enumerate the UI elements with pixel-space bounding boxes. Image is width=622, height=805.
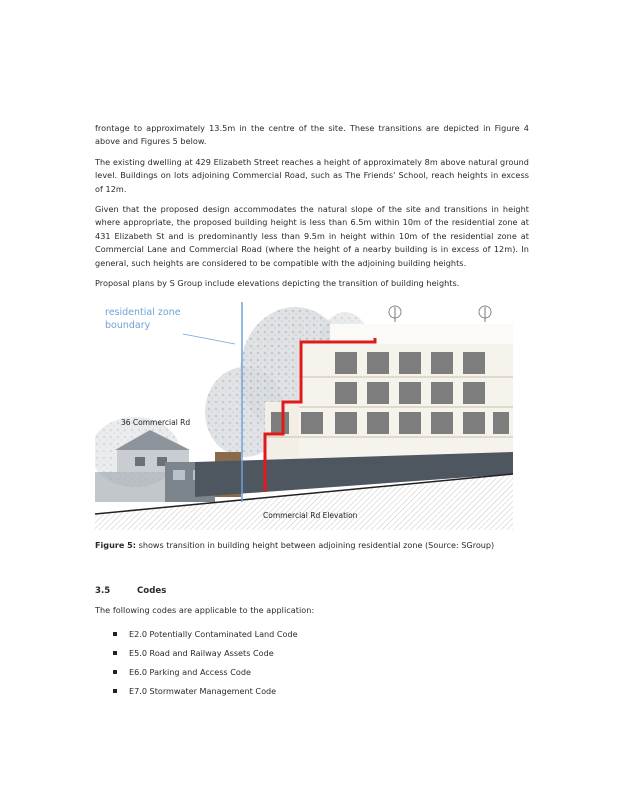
list-item-text: E7.0 Stormwater Management Code [129, 686, 277, 697]
paragraph: Proposal plans by S Group include elevations depicting the transition of building heights. [95, 278, 460, 289]
section-heading [95, 586, 529, 596]
zone-label-line2: boundary [105, 320, 151, 332]
paragraph: The existing dwelling at 429 Elizabeth Street reaches a height of approximately 8m above natural ground level. Buildings on lots adjoining Commercial Road, such as The Friends' School, reach heights in excess of 12m. [95, 156, 529, 194]
bullet-icon [113, 670, 117, 674]
paragraph: frontage to approximately 13.5m in the centre of the site. These transitions are depicted in Figure 4 above and Figures 5 below. [95, 123, 529, 147]
elevation-label: Commercial Rd Elevation [263, 511, 358, 521]
boundary-leader [183, 334, 235, 344]
list-item [113, 625, 529, 644]
document-page [95, 122, 529, 702]
list-item [113, 644, 529, 663]
caption-label: Figure 5: [95, 540, 137, 551]
list-item-text: E6.0 Parking and Access Code [129, 667, 251, 678]
list-item [113, 663, 529, 682]
list-item [113, 682, 529, 701]
neighbour-label: 36 Commercial Rd [121, 418, 191, 428]
caption-text: shows transition in building height between adjoining residential zone (Source: SGroup) [136, 540, 495, 551]
figure-caption [95, 540, 529, 550]
bullet-icon [113, 689, 117, 693]
list-item-text: E2.0 Potentially Contaminated Land Code [129, 628, 298, 639]
section-intro: The following codes are applicable to the application: [95, 605, 315, 616]
codes-list [113, 625, 529, 702]
list-item-text: E5.0 Road and Railway Assets Code [129, 648, 274, 659]
bullet-icon [113, 651, 117, 655]
section-number: 3.5 [95, 586, 111, 597]
paragraph: Given that the proposed design accommodates the natural slope of the site and transitions in height where appropriate, the proposed building height is less than 6.5m within 10m of the residential zone at 431 Elizabeth St and is predominantly less than 9.5m in height within 10m of the residential zone at Commercial Lane and Commercial Road (where the height of a nearby building is in excess of 12m). In general, such heights are considered to be compatible with the adjoining building heights. [95, 204, 529, 268]
figure-elevation [95, 302, 513, 530]
zone-label-line1: residential zone [105, 307, 181, 319]
elevation-drawing [95, 302, 513, 530]
section-title: Codes [137, 586, 167, 597]
bullet-icon [113, 632, 117, 636]
